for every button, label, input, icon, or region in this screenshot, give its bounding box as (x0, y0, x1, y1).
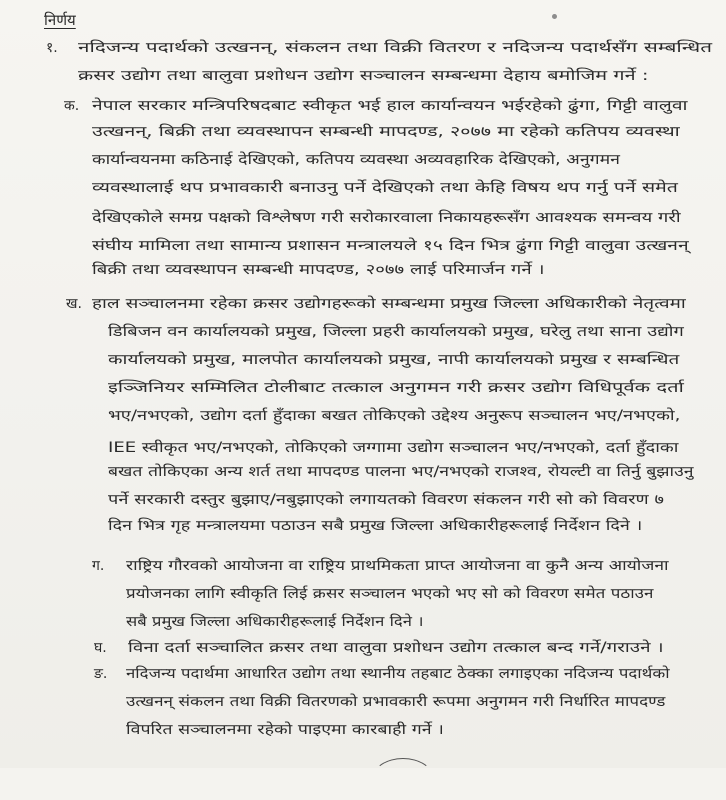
item-line: IEE स्वीकृत भए/नभएको, तोकिएको जग्गामा उद्योग सञ्चालन भए/नभएको, दर्ता हुँदाका (108, 440, 679, 456)
item-line: उत्खनन् संकलन तथा विक्री वितरणको प्रभावकारी रूपमा अनुगमन गरी निर्धारित मापदण्ड (126, 694, 666, 710)
item-line: भए/नभएको, उद्योग दर्ता हुँदाका बखत तोकिएको उद्देश्य अनुरूप सञ्चालन भए/नभएको, (108, 408, 681, 424)
item-line: विना दर्ता सञ्चालित क्रसर तथा वालुवा प्रशोधन उद्योग तत्काल बन्द गर्ने/गराउने । (128, 640, 664, 656)
intro-number: १. (46, 40, 58, 56)
intro-line: क्रसर उद्योग तथा बालुवा प्रशोधन उद्योग सञ्चालन सम्बन्धमा देहाय बमोजिम गर्ने : (78, 68, 649, 84)
item-line: डिबिजन वन कार्यालयको प्रमुख, जिल्ला प्रहरी कार्यालयको प्रमुख, घरेलु तथा साना उद्योग (108, 324, 684, 340)
item-line: हाल सञ्चालनमा रहेका क्रसर उद्योगहरूको सम्बन्धमा प्रमुख जिल्ला अधिकारीको नेतृत्वमा (92, 296, 686, 312)
item-line: प्रयोजनका लागि स्वीकृति लिई क्रसर सञ्चालन भएको भए सो को विवरण समेत पठाउन (126, 586, 654, 602)
intro-line: नदिजन्य पदार्थको उत्खनन्, संकलन तथा विक्री वितरण र नदिजन्य पदार्थसँग सम्बन्धित (78, 40, 712, 56)
item-line: विपरित सञ्चालनमा रहेको पाइएमा कारबाही गर्ने । (126, 722, 444, 738)
item-marker: क. (64, 98, 80, 114)
item-line: देखिएकोले समग्र पक्षको विश्लेषण गरी सरोकारवाला निकायहरूसँग आवश्यक समन्वय गरी (92, 210, 681, 226)
item-line: नदिजन्य पदार्थमा आधारित उद्योग तथा स्थानीय तहबाट ठेक्का लगाइएका नदिजन्य पदार्थको (126, 666, 670, 682)
item-line: बखत तोकिएका अन्य शर्त तथा मापदण्ड पालना भए/नभएको राजश्व, रोयल्टी वा तिर्नु बुझाउनु (108, 464, 694, 480)
item-line: सबै प्रमुख जिल्ला अधिकारीहरूलाई निर्देशन दिने । (126, 614, 424, 630)
item-marker: ख. (66, 296, 82, 312)
item-line: संघीय मामिला तथा सामान्य प्रशासन मन्त्रालयले १५ दिन भित्र ढुंगा गिट्टी वालुवा उत्खनन् (92, 238, 689, 254)
item-line: कार्यान्वयनमा कठिनाई देखिएको, कतिपय व्यवस्था अव्यवहारिक देखिएको, अनुगमन (92, 152, 620, 168)
item-line: उत्खनन्, बिक्री तथा व्यवस्थापन सम्बन्धी मापदण्ड, २०७७ मा रहेको कतिपय व्यवस्था (92, 124, 680, 140)
item-line: राष्ट्रिय गौरवको आयोजना वा राष्ट्रिय प्राथमिकता प्राप्त आयोजना वा कुनै अन्य आयोजना (126, 558, 669, 574)
item-line: दिन भित्र गृह मन्त्रालयमा पठाउन सबै प्रमुख जिल्ला अधिकारीहरूलाई निर्देशन दिने । (108, 518, 643, 534)
item-line: बिक्री तथा व्यवस्थापन सम्बन्धी मापदण्ड, २०७७ लाई परिमार्जन गर्ने । (92, 262, 545, 278)
ink-dot (552, 14, 557, 19)
item-line: कार्यालयको प्रमुख, मालपोत कार्यालयको प्रमुख, नापी कार्यालयको प्रमुख र सम्बन्धित (108, 352, 680, 368)
item-marker: ग. (92, 558, 105, 574)
item-marker: ङ. (94, 666, 108, 682)
item-line: इञ्जिनियर सम्मिलित टोलीबाट तत्काल अनुगमन गरी क्रसर उद्योग विधिपूर्वक दर्ता (108, 380, 684, 396)
decision-heading: निर्णय (44, 11, 76, 29)
item-line: व्यवस्थालाई थप प्रभावकारी बनाउनु पर्ने देखिएको तथा केहि विषय थप गर्नु पर्ने समेत (92, 180, 678, 196)
item-line: नेपाल सरकार मन्त्रिपरिषदबाट स्वीकृत भई हाल कार्यान्वयन भईरहेको ढुंगा, गिट्टी वालुवा (92, 98, 688, 114)
stamp-edge (372, 758, 434, 800)
item-marker: घ. (94, 640, 107, 656)
item-line: पर्ने सरकारी दस्तुर बुझाए/नबुझाएको लगायतको विवरण संकलन गरी सो को विवरण ७ (108, 492, 664, 508)
